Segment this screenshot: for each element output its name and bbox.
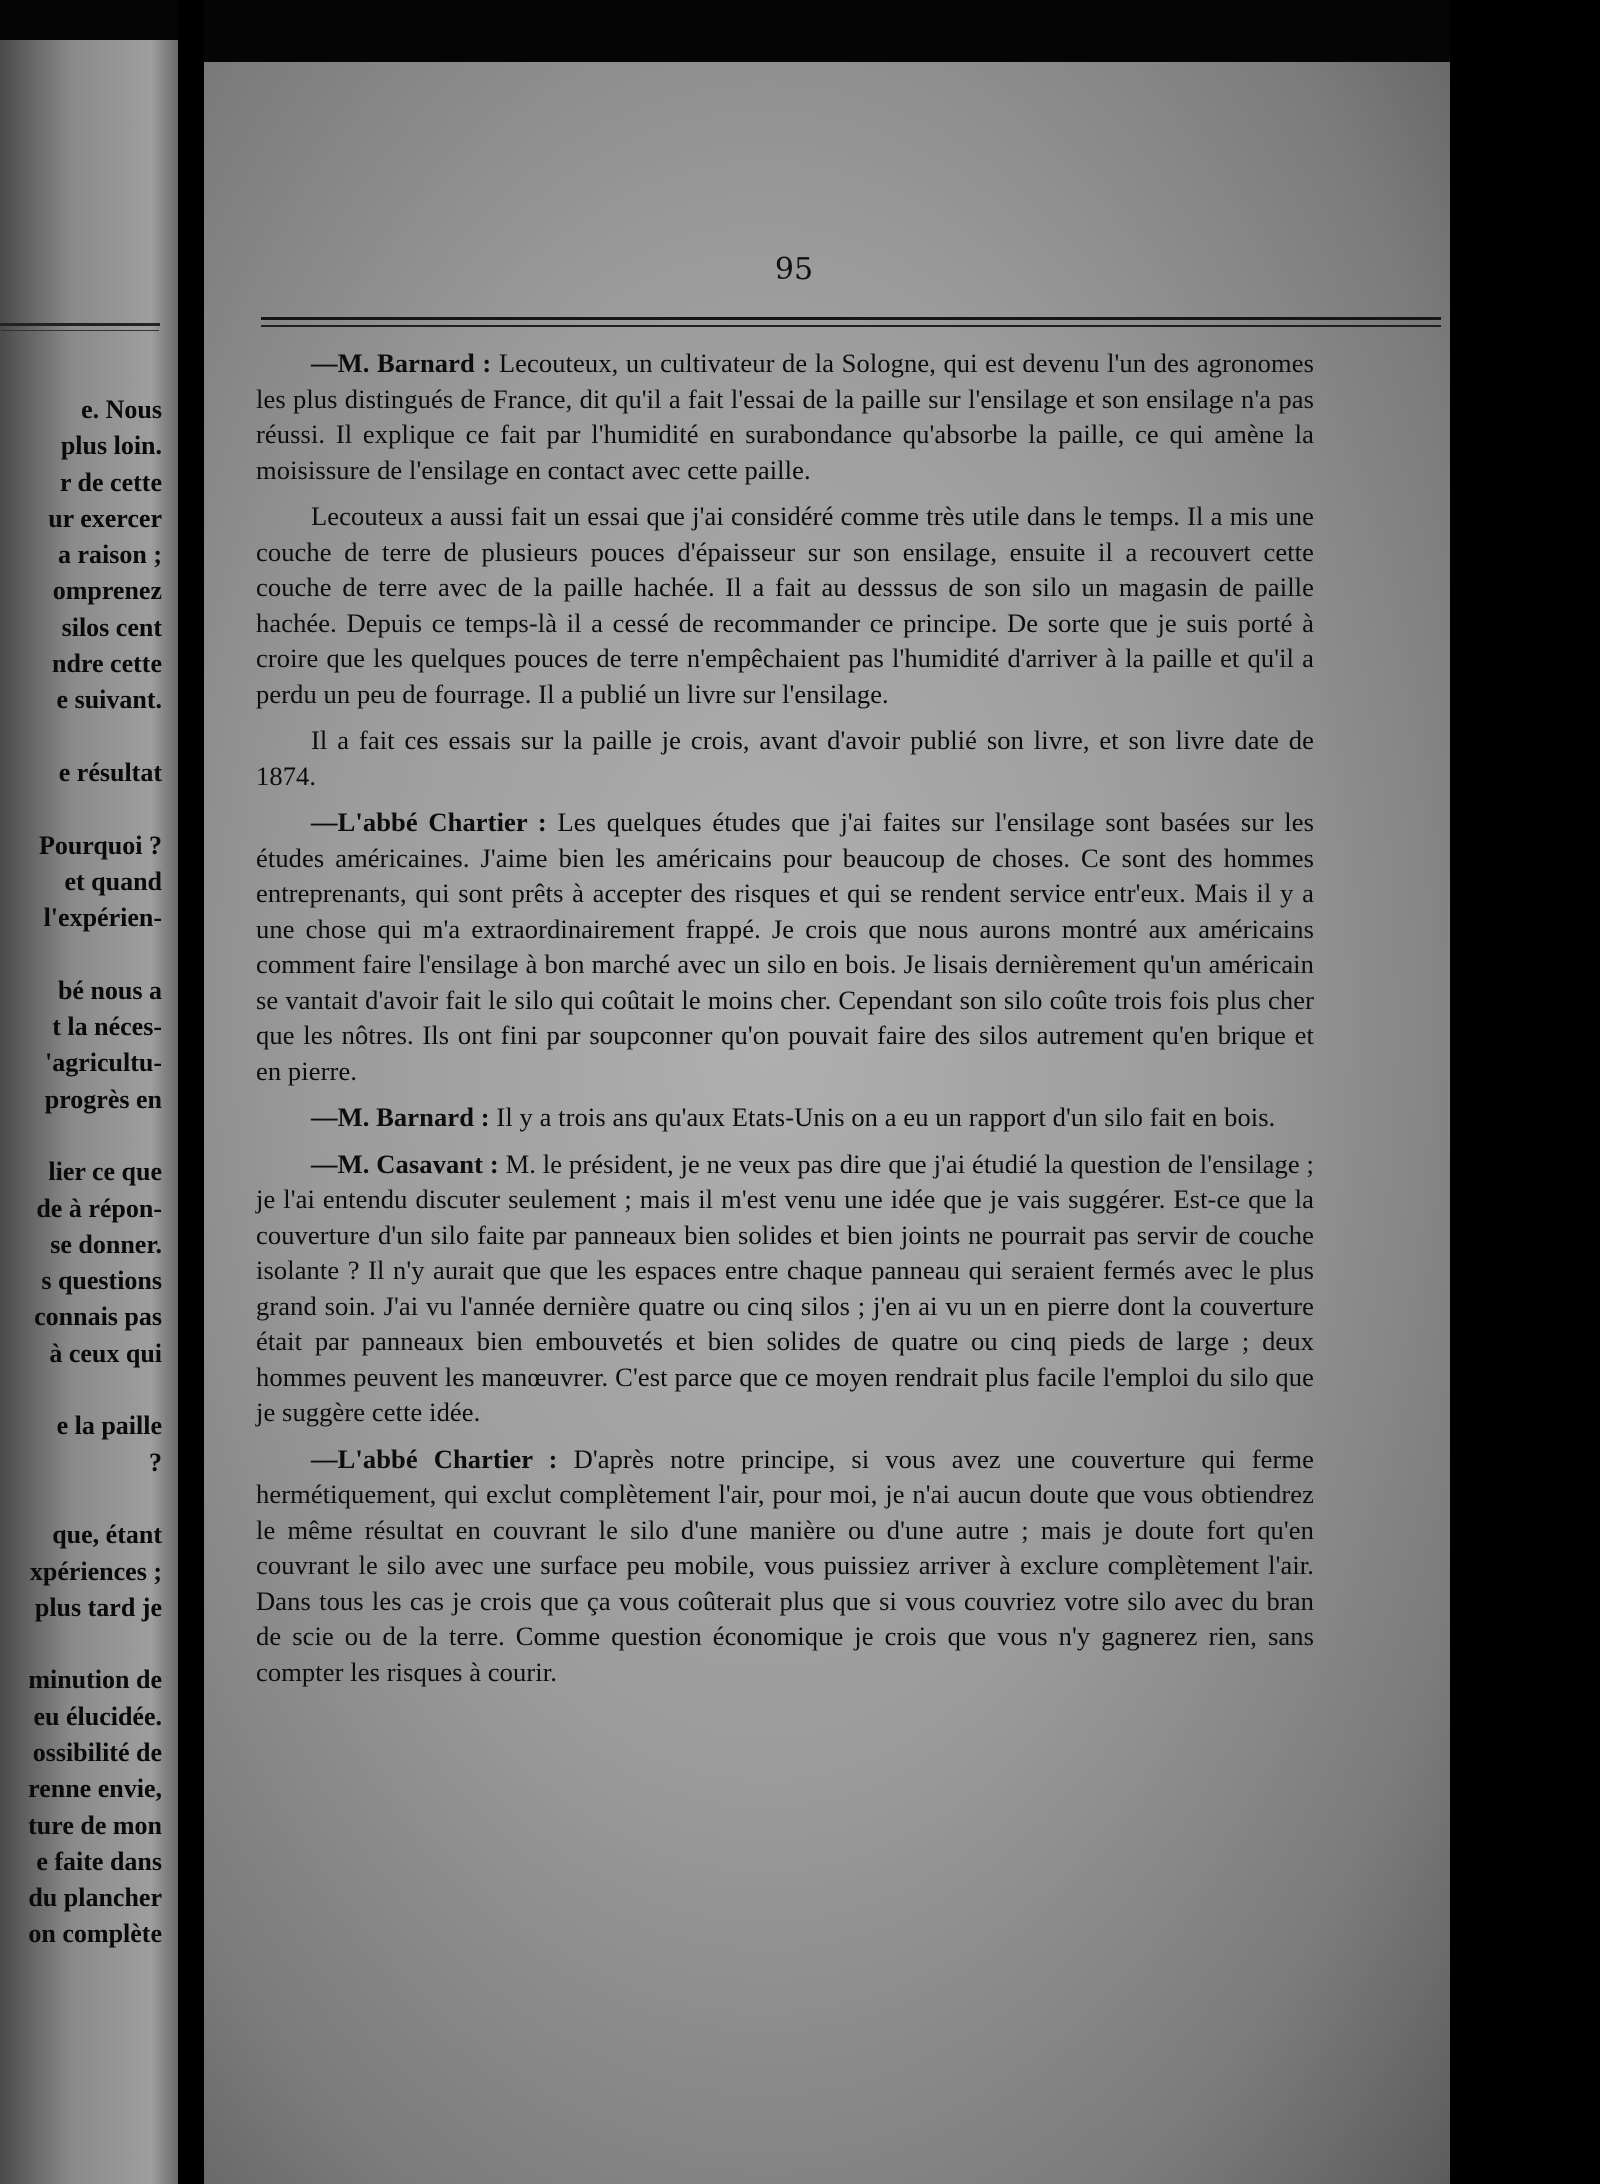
- paragraph: [256, 1100, 1314, 1136]
- page-number: 95: [774, 252, 814, 287]
- left-line: xpériences ;: [29, 1556, 162, 1586]
- left-line: progrès en: [44, 1084, 162, 1114]
- header-rule: [261, 317, 1441, 320]
- left-line: s questions: [41, 1266, 162, 1296]
- paragraph-text: Lecouteux a aussi fait un essai que j'ai considéré comme très utile dans le temps. Il a mis une couche de terre de plusieurs pouces d'épaisseur sur son ensilage, ensuite il a recouvert cette couche de terre avec de la paille hachée. Il a fait au desssus de son silo un magasin de paille hachée. Depuis ce temps-là il a cessé de recommander ce principe. De sorte que je suis porté à croire que les quelques pouces de terre n'empêchaient pas l'humidité d'arriver à la paille et qu'il a perdu un peu de fourrage. Il a publié un livre sur l'ensilage.: [256, 501, 1314, 709]
- left-line: renne envie,: [28, 1774, 162, 1804]
- paragraph: [256, 723, 1314, 794]
- speaker-label: —L'abbé Chartier :: [311, 1443, 558, 1474]
- paragraph: [256, 346, 1314, 488]
- left-line: bé nous a: [57, 975, 162, 1005]
- left-line: ture de mon: [28, 1810, 162, 1840]
- left-line: minution de: [28, 1665, 162, 1695]
- left-line: e faite dans: [36, 1846, 162, 1876]
- paragraph-text: Les quelques études que j'ai faites sur l'ensilage sont basées sur les études américaines. J'aime bien les américains pour beaucoup de choses. Ce sont des hommes entreprenants, qui sont prêts à accepter des risques et qui se rendent service entr'eux. Mais il y a une chose qui m'a extraordinairement frappé. Je crois que nous aurons montré aux américains comment faire l'ensilage à bon marché avec un silo en bois. Je lisais dernièrement qu'un américain se vantait d'avoir fait le silo qui coûtait le moins cher. Cependant son silo coûte trois fois plus cher que les nôtres. Ils ont fini par soupconner qu'on pouvait faire des silos autrement qu'en brique et en pierre.: [256, 807, 1314, 1086]
- left-line: à ceux qui: [49, 1338, 162, 1368]
- left-line: e résultat: [58, 757, 162, 787]
- left-line: connais pas: [34, 1302, 162, 1332]
- left-line: e. Nous: [81, 395, 162, 424]
- left-line: [28, 1118, 162, 1154]
- left-line: ndre cette: [52, 649, 162, 679]
- left-line: du plancher: [28, 1883, 162, 1913]
- speaker-label: —M. Barnard :: [311, 1102, 490, 1132]
- left-line: [28, 791, 162, 827]
- main-page: [204, 62, 1450, 2184]
- scan-border-right: [1450, 0, 1600, 2184]
- paragraph: [256, 1442, 1314, 1691]
- left-line: Pourquoi ?: [38, 830, 162, 860]
- left-line: t la néces-: [52, 1012, 162, 1042]
- paragraph: [256, 499, 1314, 712]
- paragraph-text: Il y a trois ans qu'aux Etats-Unis on a eu un rapport d'un silo fait en bois.: [489, 1102, 1276, 1132]
- paragraph-text: D'après notre principe, si vous avez une couverture qui ferme hermétiquement, qui exclut complètement l'air, pour moi, je n'ai aucun doute que vous obtiendrez le même résultat en couvrant le silo d'une manière ou d'une autre ; mais je doute fort qu'en couvrant le silo avec une surface peu mobile, vous puissiez arriver à exclure complètement l'air. Dans tous les cas je crois que ça vous coûterait plus que si vous couvriez votre silo avec du bran de scie ou de la terre. Comme question économique je crois que vous n'y gagnerez rien, sans compter les risques à courir.: [256, 1443, 1314, 1687]
- speaker-label: —M. Barnard :: [311, 348, 492, 378]
- left-line: plus loin.: [60, 431, 162, 461]
- paragraph-text: Lecouteux, un cultivateur de la Sologne, qui est devenu l'un des agronomes les plus distingués de France, dit qu'il a fait l'essai de la paille sur l'ensilage et son ensilage n'a pas réussi. Il explique ce fait par l'humidité en surabondance qu'absorbe la paille, ce qui amène la moisissure de l'ensilage en contact avec cette paille.: [256, 348, 1314, 485]
- paragraph: [256, 805, 1314, 1089]
- left-line: et quand: [64, 866, 162, 896]
- left-line: e suivant.: [56, 685, 162, 715]
- left-line: r de cette: [59, 467, 162, 497]
- left-line: l'expérien-: [43, 903, 162, 933]
- left-line: 'agricultu-: [45, 1048, 162, 1078]
- book-gutter: [178, 0, 204, 2184]
- left-line: a raison ;: [58, 540, 162, 570]
- paragraph-text: Il a fait ces essais sur la paille je crois, avant d'avoir publié son livre, et son livre date de 1874.: [256, 725, 1314, 791]
- left-line: [28, 1481, 162, 1517]
- left-line: eu élucidée.: [33, 1701, 162, 1731]
- left-page-rule: [0, 323, 160, 326]
- left-line: plus tard je: [34, 1592, 162, 1622]
- header-rule-secondary: [261, 325, 1441, 327]
- left-line: ossibilité de: [32, 1737, 162, 1767]
- left-line: se donner.: [50, 1229, 162, 1259]
- left-line: on complète: [28, 1919, 162, 1949]
- paragraph: [256, 1147, 1314, 1431]
- left-line: de à répon-: [36, 1193, 162, 1223]
- left-line: silos cent: [61, 612, 162, 642]
- left-page-text: [28, 392, 162, 1953]
- left-facing-page: [0, 40, 178, 2184]
- left-line: que, étant: [52, 1520, 162, 1550]
- left-line: [28, 719, 162, 755]
- left-line: [28, 1626, 162, 1662]
- left-line: lier ce que: [48, 1157, 162, 1187]
- left-line: e la paille: [56, 1411, 162, 1441]
- left-line: [28, 1372, 162, 1408]
- speaker-label: —M. Casavant :: [311, 1148, 499, 1179]
- page-body: [256, 346, 1314, 1701]
- paragraph-text: M. le président, je ne veux pas dire que j'ai étudié la question de l'ensilage ; je l'ai entendu discuter seulement ; mais il m'est venu une idée que je vais suggérer. Est-ce que la couverture d'un silo faite par panneaux bien solides et bien joints ne pourrait pas servir de couche isolante ? Il n'y aurait que que les espaces entre chaque panneau qui seraient fermés avec le plus grand soin. J'ai vu l'année dernière quatre ou cinq silos ; j'en ai vu un en pierre dont la couverture était par panneaux bien embouvetés et bien solides de quatre ou cinq pieds de large ; deux hommes peuvent les manœuvrer. C'est parce que ce moyen rendrait plus facile l'emploi du silo que je suggère cette idée.: [256, 1148, 1314, 1427]
- left-line: ?: [149, 1447, 162, 1477]
- left-line: ur exercer: [48, 503, 162, 533]
- left-line: [28, 936, 162, 972]
- speaker-label: —L'abbé Chartier :: [311, 807, 547, 837]
- left-line: omprenez: [52, 576, 162, 606]
